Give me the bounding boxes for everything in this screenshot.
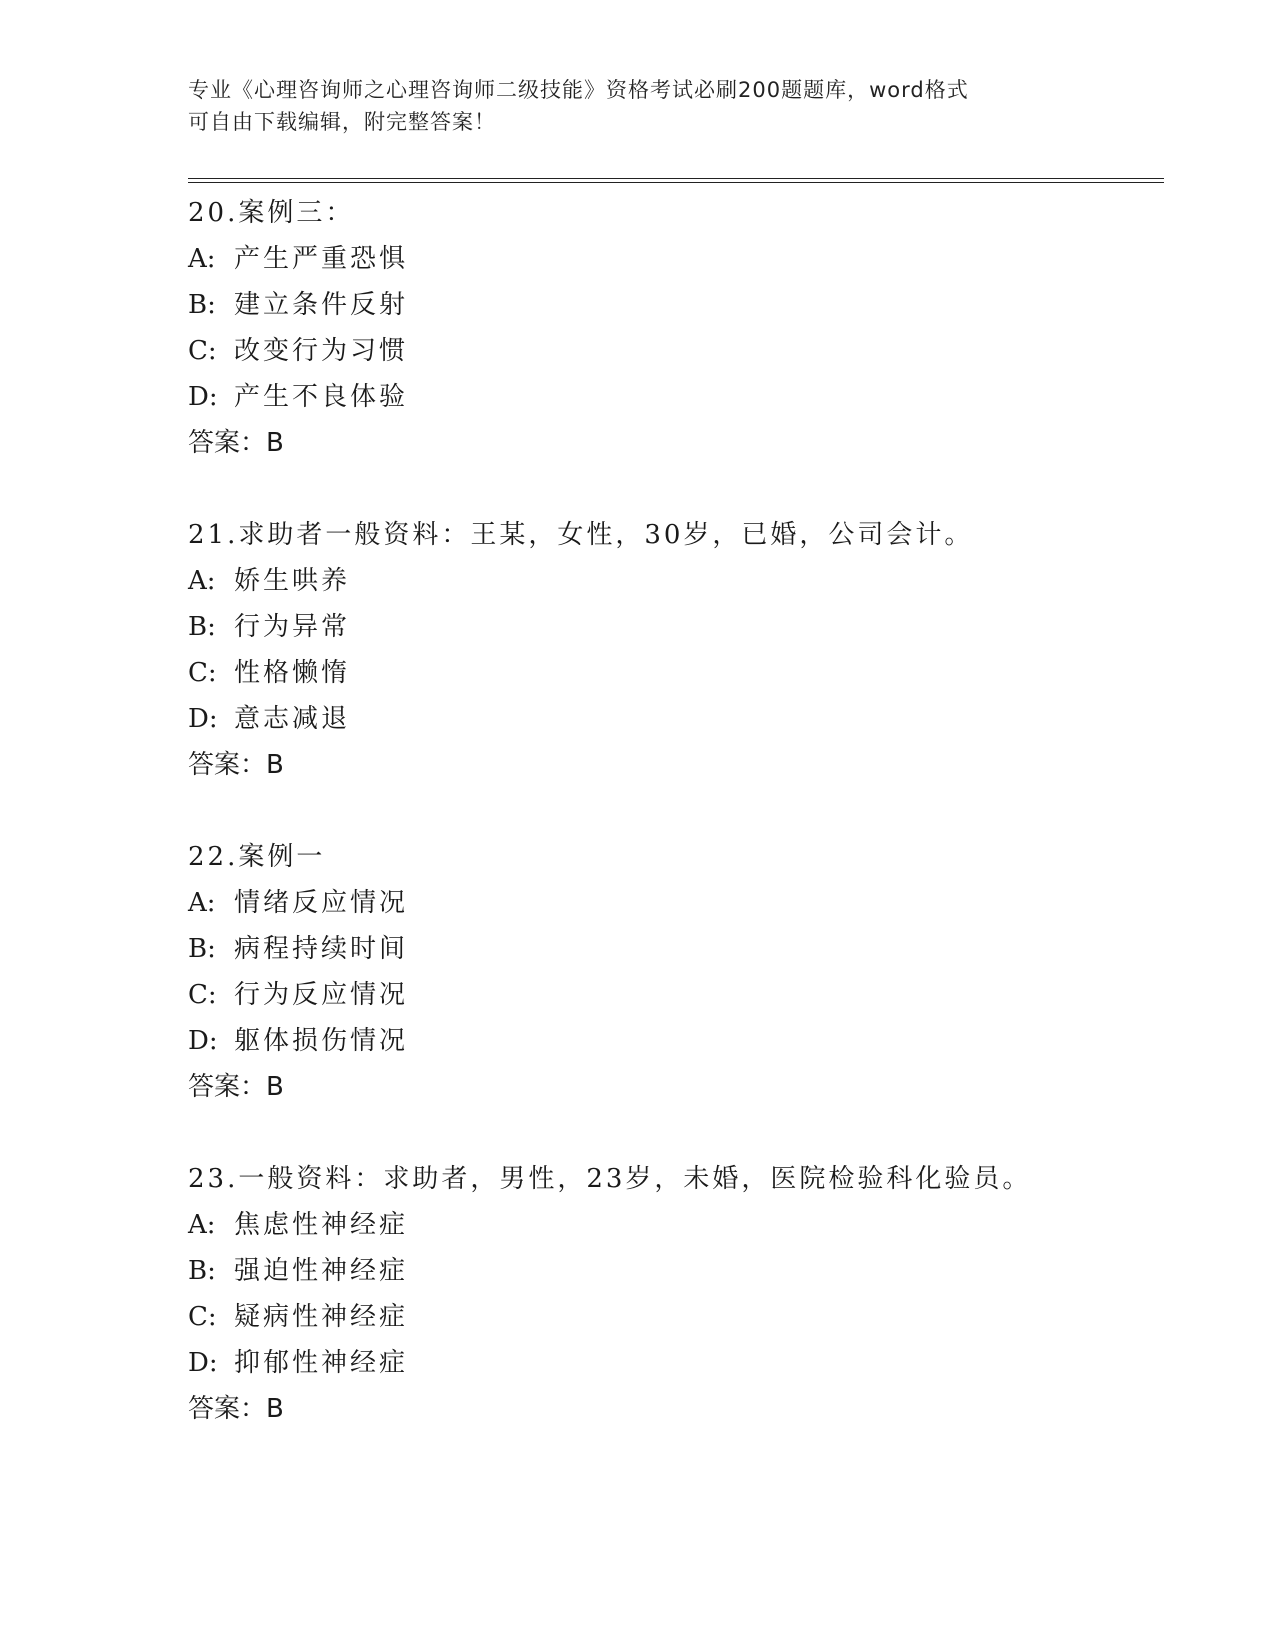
question-20 [188, 190, 1164, 466]
header-divider-top [188, 178, 1164, 179]
option-text: 建立条件反射 [234, 290, 409, 320]
option-c [188, 328, 1164, 374]
option-text: 娇生哄养 [234, 566, 351, 596]
option-text: 焦虑性神经症 [234, 1210, 409, 1240]
answer-line: 答案：B [188, 1072, 284, 1102]
option-label: B: [188, 934, 216, 964]
option-label: C: [188, 336, 217, 366]
question-23 [188, 1156, 1164, 1432]
option-label: A: [188, 888, 216, 918]
option-text: 强迫性神经症 [234, 1256, 409, 1286]
option-text: 改变行为习惯 [234, 336, 409, 366]
question-stem: 21.求助者一般资料：王某，女性，30岁，已婚，公司会计。 [188, 520, 974, 550]
header-line-1: 专业《心理咨询师之心理咨询师二级技能》资格考试必刷200题题库，word格式 [188, 78, 969, 102]
question-stem: 23.一般资料：求助者，男性，23岁，未婚，医院检验科化验员。 [188, 1164, 1032, 1194]
option-a [188, 236, 1164, 282]
question-22 [188, 834, 1164, 1110]
option-text: 意志减退 [234, 704, 351, 734]
option-a [188, 558, 1164, 604]
question-list [188, 190, 1164, 1432]
option-label: A: [188, 566, 216, 596]
option-text: 产生不良体验 [234, 382, 409, 412]
option-d [188, 696, 1164, 742]
option-text: 情绪反应情况 [234, 888, 409, 918]
option-b [188, 604, 1164, 650]
document-header [188, 74, 1088, 138]
option-c [188, 650, 1164, 696]
header-divider-bottom [188, 182, 1164, 183]
option-label: C: [188, 1302, 217, 1332]
option-d [188, 1340, 1164, 1386]
option-label: A: [188, 244, 216, 274]
option-b [188, 926, 1164, 972]
question-stem: 20.案例三： [188, 198, 355, 228]
answer-line: 答案：B [188, 428, 284, 458]
option-a [188, 1202, 1164, 1248]
option-c [188, 1294, 1164, 1340]
option-b [188, 1248, 1164, 1294]
option-label: D: [188, 1026, 218, 1056]
answer-line: 答案：B [188, 1394, 284, 1424]
option-label: A: [188, 1210, 216, 1240]
option-label: B: [188, 1256, 216, 1286]
option-text: 产生严重恐惧 [234, 244, 409, 274]
option-d [188, 374, 1164, 420]
option-label: D: [188, 382, 218, 412]
option-text: 病程持续时间 [234, 934, 409, 964]
option-b [188, 282, 1164, 328]
answer-line: 答案：B [188, 750, 284, 780]
option-label: D: [188, 704, 218, 734]
option-c [188, 972, 1164, 1018]
option-text: 疑病性神经症 [234, 1302, 409, 1332]
option-label: C: [188, 980, 217, 1010]
option-text: 行为异常 [234, 612, 351, 642]
question-21 [188, 512, 1164, 788]
header-line-2: 可自由下载编辑，附完整答案！ [188, 110, 496, 134]
option-text: 性格懒惰 [234, 658, 351, 688]
option-text: 躯体损伤情况 [234, 1026, 409, 1056]
option-text: 抑郁性神经症 [234, 1348, 409, 1378]
option-text: 行为反应情况 [234, 980, 409, 1010]
option-label: C: [188, 658, 217, 688]
option-d [188, 1018, 1164, 1064]
option-label: D: [188, 1348, 218, 1378]
option-label: B: [188, 290, 216, 320]
option-a [188, 880, 1164, 926]
option-label: B: [188, 612, 216, 642]
question-stem: 22.案例一 [188, 842, 326, 872]
